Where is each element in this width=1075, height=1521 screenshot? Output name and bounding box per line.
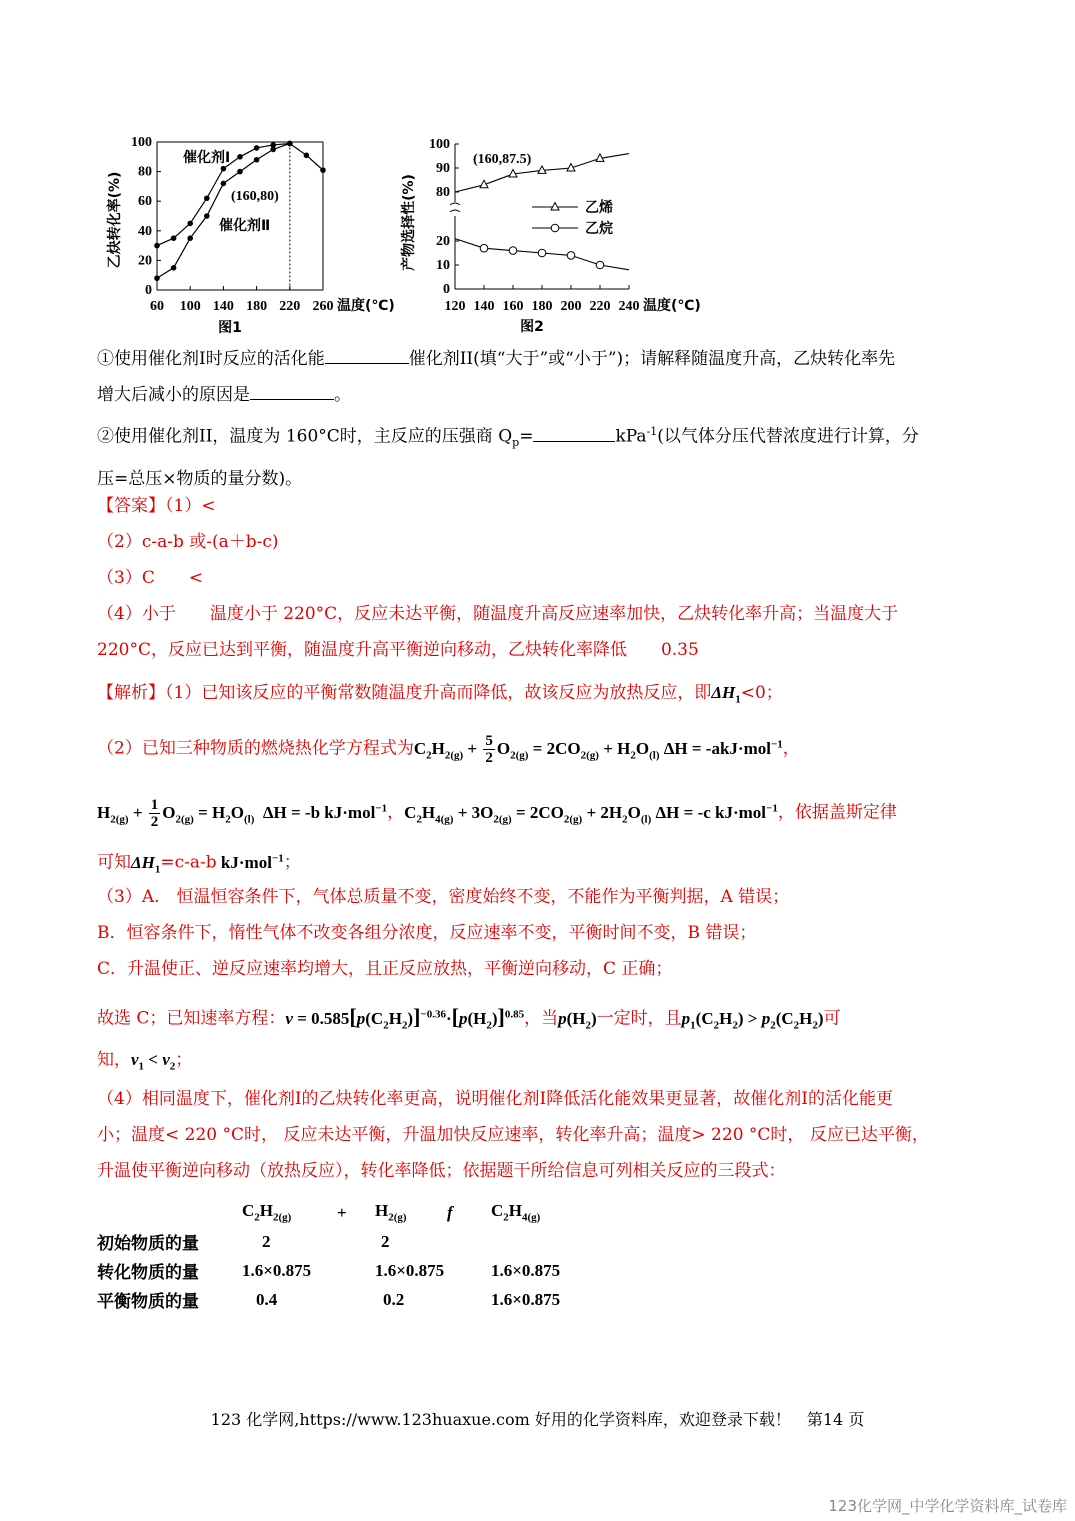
- equation-acetylene: $C_2H_{2(g)}$ + $\frac{5}{2}$ $O_{2(g)} = 2CO_{2(g)} + H_2O_{(l)}$ ΔH = -akJ·mol$^{-1}$: [413, 733, 783, 767]
- answer-4a: （4）小于 温度小于 220°C，反应未达平衡，随温度升高反应速率加快，乙炔转化率升高；当温度大于: [97, 604, 899, 624]
- q2-text-a: ②使用催化剂: [97, 426, 199, 447]
- x-tick-label: 260: [312, 299, 334, 314]
- analysis-4: 可知$\Delta H_1=c-a-b$ kJ·mol$^{-1}$；: [97, 852, 301, 876]
- analysis-6: 故选 C；已知速率方程：$v = 0.585[p(C_2H_2)]^{-0.36}\cdot[p(H_2)]^{0.85}$，当$p(H_2)$一定时，且$p_1(C_2H_2) > p_2(C_2H_2)$可: [97, 1003, 841, 1032]
- q1-text-c: 增大后减小的原因是: [97, 385, 250, 405]
- comma: ，: [782, 738, 800, 759]
- y-axis-label: 产物选择性(%): [401, 174, 417, 271]
- y-tick-label: 90: [436, 161, 450, 176]
- y-tick-label: 10: [436, 258, 450, 273]
- x-tick-label: 240: [618, 299, 640, 314]
- q2-text-b: II，温度为 160°C时，主反应的压强商 Q: [199, 426, 513, 447]
- question-2: [97, 414, 982, 497]
- cell: [491, 1227, 591, 1256]
- legend-label-ethylene: 乙烯: [585, 200, 613, 216]
- cell: 2: [381, 1231, 390, 1251]
- plus-sign: +: [337, 1202, 347, 1222]
- rate-equation: $v = 0.585[p(C_2H_2)]^{-0.36}\cdot[p(H_2)]^{0.85}$: [285, 1003, 525, 1032]
- y-tick-label: 0: [443, 282, 450, 297]
- answer-3: （3）C <: [97, 568, 204, 588]
- x-tick-label: 220: [279, 299, 301, 314]
- analysis-4-text: 可知: [97, 852, 131, 873]
- axis-break-mark: [450, 203, 460, 212]
- analysis-4-end: ；: [283, 852, 301, 873]
- table-row: [97, 1227, 591, 1256]
- legend-marker-triangle: [551, 203, 559, 211]
- y-tick-label: 80: [436, 185, 450, 200]
- question-1: [97, 341, 982, 413]
- page-footer: 123 化学网,https://www.123huaxue.com 好用的化学资料库，欢迎登录下载！ 第14 页: [210, 1410, 865, 1429]
- analysis-1-text: 【解析】（1）已知该反应的平衡常数随温度升高而降低，故该反应为放热反应，即: [97, 683, 712, 703]
- analysis-option-c: C．升温使正、逆反应速率均增大，且正反应放热，平衡逆向移动，C 正确；: [97, 959, 673, 979]
- legend-label-ethane: 乙烷: [585, 221, 613, 237]
- analysis-1: 【解析】（1）已知该反应的平衡常数随温度升高而降低，故该反应为放热反应，即$\Delta H_1<0$；: [97, 683, 783, 706]
- row-label: 初始物质的量: [97, 1234, 199, 1253]
- delta-h: ΔH: [711, 683, 736, 702]
- analysis-3: $H_{2(g)}$ + $\frac{1}{2}$ $O_{2(g)} = H_2O_{(l)}$ ΔH = -b kJ·mol$^{-1}$，$C_2H_{4(g)} + 3O_{2(g)} = 2CO_{2(g)} + 2H_2O_{(l)}$ ΔH = -c kJ·mol$^{-1}$，依据盖斯定律: [97, 797, 897, 831]
- row-label: 转化物质的量: [97, 1263, 199, 1282]
- point-annotation: (160,80): [231, 189, 279, 204]
- analysis-2: [97, 726, 982, 773]
- watermark: 123化学网_中学化学资料库_试卷库: [828, 1497, 1067, 1515]
- analysis-6-text: 故选 C；已知速率方程：: [97, 1008, 286, 1029]
- analysis-8-line-2: 小；温度< 220 °C时， 反应未达平衡，升温加快反应速率，转化率升高；温度> 220 °C时， 反应已达平衡，: [97, 1125, 929, 1145]
- q2-sup: -1: [646, 425, 658, 438]
- q2-sub: p: [512, 436, 520, 450]
- answer-blank: [325, 345, 409, 364]
- analysis-7-end: ；: [175, 1050, 193, 1070]
- y-tick-label: 20: [138, 253, 152, 269]
- x-tick-label: 180: [531, 299, 553, 314]
- analysis-1-end: <0；: [740, 683, 783, 703]
- analysis-8: [97, 1081, 982, 1189]
- y-tick-label: 60: [138, 194, 152, 210]
- x-tick-label: 220: [589, 299, 611, 314]
- chart-figure-2: [95, 130, 715, 345]
- answer-2: （2）c-a-b 或-(a＋b-c): [97, 532, 279, 552]
- cell: 1.6×0.875: [375, 1260, 445, 1280]
- x-tick-label: 140: [212, 299, 234, 314]
- x-tick-label: 60: [150, 299, 164, 314]
- analysis-7-text: 知，: [97, 1050, 131, 1070]
- analysis-8-line-3: 升温使平衡逆向移动（放热反应），转化率降低；依据题干所给信息可列相关反应的三段式：: [97, 1161, 786, 1181]
- y-tick-label: 20: [436, 234, 450, 249]
- point-annotation: (160,87.5): [473, 152, 532, 167]
- x-axis-label: 温度(℃): [337, 298, 395, 314]
- answer-4b: 220°C，反应已达到平衡，随温度升高平衡逆向移动，乙炔转化率降低 0.35: [97, 640, 699, 660]
- data-point-circle: [480, 244, 488, 252]
- cell: 1.6×0.875: [242, 1260, 312, 1280]
- x-tick-label: 100: [179, 299, 201, 314]
- q2-text-f: 压=总压×物质的量分数)。: [97, 469, 303, 490]
- equation-hydrogen: $H_{2(g)}$ + $\frac{1}{2}$ $O_{2(g)} = H_2O_{(l)}$ ΔH = -b kJ·mol$^{-1}$: [97, 797, 388, 831]
- analysis-4-value: =c-a-b: [160, 852, 217, 873]
- table-row: [97, 1256, 591, 1285]
- cell: 0.4: [256, 1289, 278, 1309]
- analysis-6-end: 可: [823, 1008, 841, 1029]
- series-label-catalyst-1: 催化剂I: [183, 150, 231, 166]
- data-point-circle: [567, 252, 575, 260]
- figures: [95, 130, 715, 345]
- data-point-circle: [538, 249, 546, 257]
- answers: [97, 488, 982, 668]
- cell: 1.6×0.875: [491, 1289, 561, 1309]
- x-axis-label: 温度(℃): [643, 298, 701, 314]
- q1-text-a: ①使用催化剂I时反应的活化能: [97, 349, 325, 369]
- analysis-7: 知，$v_1 < v_2$；: [97, 1050, 193, 1073]
- x-tick-label: 120: [444, 299, 466, 314]
- x-tick-label: 140: [473, 299, 495, 314]
- answer-blank: [533, 423, 615, 442]
- analysis-6-when: ，当: [524, 1008, 559, 1029]
- chart-title: 图1: [218, 320, 242, 336]
- y-axis-label: 乙炔转化率(%): [107, 171, 123, 269]
- y-tick-label: 40: [138, 223, 152, 239]
- analysis-8-line-1: （4）相同温度下，催化剂I的乙炔转化率更高，说明催化剂I降低活化能效果更显著，故催化剂I的活化能更: [97, 1089, 893, 1109]
- analysis-3-end: ，依据盖斯定律: [777, 802, 897, 823]
- series-label-catalyst-2: 催化剂Ⅱ: [219, 218, 271, 234]
- data-point-circle: [596, 261, 604, 269]
- equilibrium-arrow: f: [447, 1202, 453, 1222]
- q2-text-e: (以气体分压代替浓度进行计算，分: [657, 426, 919, 447]
- x-tick-label: 160: [502, 299, 524, 314]
- cell: 1.6×0.875: [491, 1260, 561, 1280]
- analysis-6-and: 一定时，且: [596, 1008, 682, 1029]
- table-row: [97, 1285, 591, 1314]
- y-tick-label: 80: [138, 164, 152, 180]
- analysis-2-text: （2）已知三种物质的燃烧热化学方程式为: [97, 738, 414, 759]
- q1-text-b: 催化剂II(填“大于”或“小于”)；请解释随温度升高，乙炔转化率先: [408, 349, 896, 369]
- chart-title: 图2: [520, 319, 544, 335]
- cell: 0.2: [383, 1289, 405, 1309]
- y-tick-label: 0: [145, 283, 152, 298]
- cell: 2: [262, 1231, 271, 1251]
- analysis-option-a: （3）A. 恒温恒容条件下，气体总质量不变，密度始终不变，不能作为平衡判据，A 错误；: [97, 887, 790, 907]
- table-header-row: $C_2H_{2(g)}$ + $H_{2(g)}$ f $C_2H_{4(g)}$: [97, 1198, 591, 1227]
- legend-marker-circle: [551, 224, 559, 232]
- y-tick-label: 100: [131, 135, 152, 150]
- data-point-circle: [509, 247, 517, 255]
- x-tick-label: 200: [560, 299, 582, 314]
- row-label: 平衡物质的量: [97, 1292, 199, 1311]
- answer-blank: [250, 381, 334, 400]
- analysis-5: [97, 879, 982, 987]
- q1-text-d: 。: [334, 385, 351, 405]
- equation-ethylene: $C_2H_{4(g)} + 3O_{2(g)} = 2CO_{2(g)} + 2H_2O_{(l)}$ ΔH = -c kJ·mol$^{-1}$: [404, 802, 778, 826]
- three-stage-table: [97, 1198, 591, 1314]
- answer-1: 【答案】（1）<: [97, 496, 216, 516]
- x-tick-label: 180: [246, 299, 268, 314]
- y-tick-label: 100: [429, 137, 450, 152]
- q2-text-d: kPa: [615, 426, 647, 447]
- analysis-option-b: B．恒容条件下，惰性气体不改变各组分浓度，反应速率不变，平衡时间不变，B 错误；: [97, 923, 757, 943]
- q2-text-c: =: [519, 426, 534, 447]
